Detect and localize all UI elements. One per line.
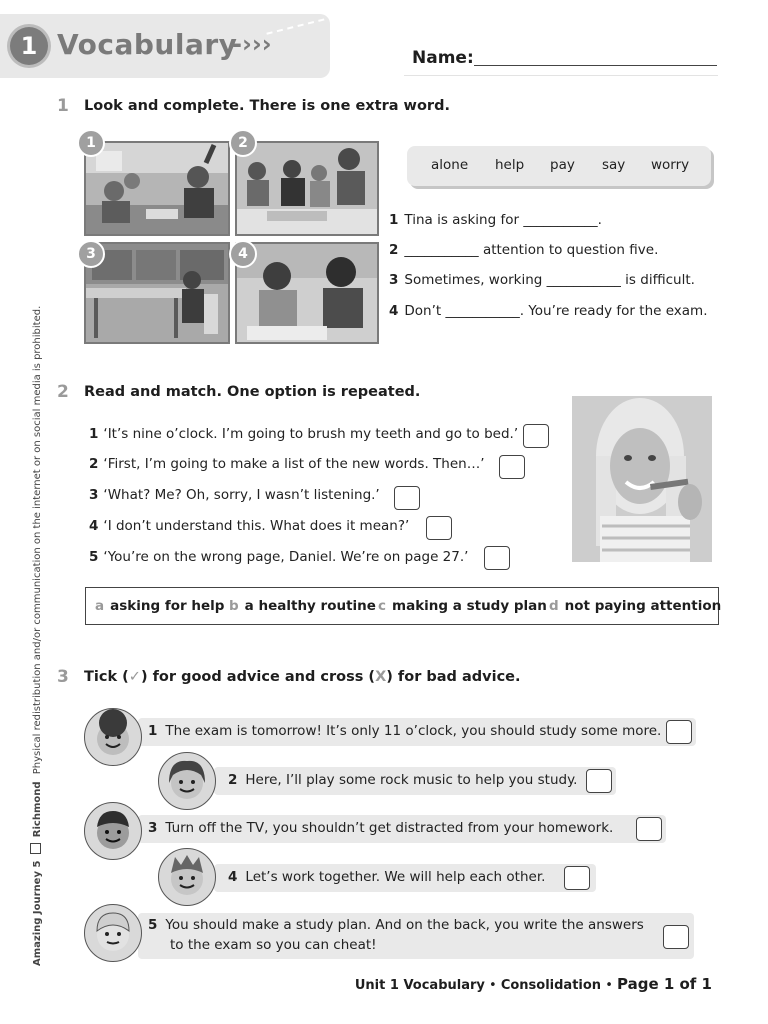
s2-item-text: ‘I don’t understand this. What does it mean?’ [103,518,410,534]
advice-2 [228,772,577,788]
tick-box-3[interactable] [636,817,662,841]
s1-sentence-text: Tina is asking for ___________. [404,212,602,228]
section-3-instruction [84,669,521,685]
s2-item-num: 2 [89,456,99,472]
advice-4 [228,869,545,885]
advice-num: 3 [148,820,158,836]
option-text: not paying attention [564,598,722,614]
tick-box-5[interactable] [663,925,689,949]
photo-3-badge: 3 [77,240,105,268]
tick-icon: ✓ [128,669,141,685]
advice-3 [148,820,613,836]
s1-sentence-1[interactable] [389,212,602,228]
divider [404,75,718,76]
option-text: making a study plan [392,598,547,614]
tick-box-2[interactable] [586,769,612,793]
chevrons-decoration: -››› [232,30,272,58]
instruction-part: ) for good advice and cross ( [140,669,376,685]
word-say: say [602,157,626,173]
publisher-name: Richmond [32,781,43,838]
section-2-number: 2 [57,382,69,402]
advice-text: Here, I’ll play some rock music to help you study. [245,772,578,788]
richmond-logo-icon [30,843,41,854]
s1-sentence-text: Sometimes, working ___________ is difficult. [404,272,695,288]
tick-box-4[interactable] [564,866,590,890]
advice-num: 1 [148,723,158,739]
book-title: Amazing Journey 5 [32,860,43,966]
section-1-instruction: Look and complete. There is one extra word. [84,98,450,114]
word-worry: worry [651,157,690,173]
s2-item-text: ‘It’s nine o’clock. I’m going to brush my teeth and go to bed.’ [103,426,519,442]
option-letter: a [95,598,105,614]
answer-box-3[interactable] [394,486,420,510]
option-b [229,598,376,614]
advice-5 [148,917,644,933]
s1-sentence-num: 3 [389,272,399,288]
footer [355,975,712,993]
footer-unit: Unit 1 Vocabulary [354,978,485,993]
name-field[interactable] [474,65,717,66]
advice-5-line-2: to the exam so you can cheat! [170,937,377,953]
footer-sep: • [484,978,501,993]
option-text: asking for help [110,598,225,614]
s1-sentence-3[interactable] [389,272,695,288]
s2-item-3 [89,487,380,503]
photo-2 [235,141,379,236]
tick-box-1[interactable] [666,720,692,744]
option-letter: b [229,598,239,614]
s2-item-text: ‘What? Me? Oh, sorry, I wasn’t listening.’ [103,487,380,503]
answer-box-2[interactable] [499,455,525,479]
s2-item-2 [89,456,485,472]
s2-item-text: ‘First, I’m going to make a list of the new words. Then…’ [103,456,485,472]
avatar-kid-1 [84,708,142,766]
answer-box-5[interactable] [484,546,510,570]
advice-text: You should make a study plan. And on the back, you write the answers [165,917,644,933]
s2-item-5 [89,549,468,565]
s1-sentence-num: 1 [389,212,399,228]
s1-sentence-text: ___________ attention to question five. [404,242,659,258]
s2-item-text: ‘You’re on the wrong page, Daniel. We’re on page 27.’ [103,549,469,565]
photo-1-badge: 1 [77,129,105,157]
s1-sentence-num: 4 [389,303,399,319]
s1-sentence-text: Don’t ___________. You’re ready for the exam. [404,303,708,319]
s1-sentence-num: 2 [389,242,399,258]
advice-text: Turn off the TV, you shouldn’t get distracted from your homework. [165,820,614,836]
photo-2-badge: 2 [229,129,257,157]
advice-text: Let’s work together. We will help each other. [245,869,546,885]
s2-item-1 [89,426,518,442]
s2-item-num: 3 [89,487,99,503]
notice-text: Physical redistribution and/or communication on the internet or on social media is prohibited. [32,305,43,775]
advice-num: 4 [228,869,238,885]
photo-4-badge: 4 [229,240,257,268]
page-title: Vocabulary [57,28,238,61]
advice-num: 2 [228,772,238,788]
avatar-kid-5 [84,904,142,962]
option-text: a healthy routine [244,598,376,614]
avatar-kid-2 [158,752,216,810]
section-1-number: 1 [57,96,69,116]
answer-box-1[interactable] [523,424,549,448]
option-d [549,598,721,614]
name-label: Name: [412,48,474,68]
option-a [95,598,224,614]
photo-1 [84,141,230,236]
avatar-kid-3 [84,802,142,860]
word-alone: alone [431,157,469,173]
answer-box-4[interactable] [426,516,452,540]
option-letter: c [378,598,387,614]
photo-3 [84,242,230,344]
s2-item-num: 5 [89,549,99,565]
girl-brushing-teeth-photo [572,396,712,562]
advice-1 [148,723,661,739]
option-letter: d [549,598,559,614]
page-number: Page 1 of 1 [617,975,712,993]
unit-badge: 1 [10,27,48,65]
footer-sep: • [601,978,617,993]
avatar-kid-4 [158,848,216,906]
instruction-part: Tick ( [84,669,129,685]
s2-item-4 [89,518,409,534]
s1-sentence-4[interactable] [389,303,708,319]
section-2-instruction: Read and match. One option is repeated. [84,384,421,400]
option-c [378,598,547,614]
cross-icon: X [375,669,387,685]
word-help: help [495,157,525,173]
section-3-number: 3 [57,667,69,687]
word-pay: pay [550,157,575,173]
s2-item-num: 4 [89,518,99,534]
advice-num: 5 [148,917,158,933]
s1-sentence-2[interactable] [389,242,658,258]
s2-item-num: 1 [89,426,99,442]
advice-text: The exam is tomorrow! It’s only 11 o’clock, you should study some more. [165,723,662,739]
instruction-part: ) for bad advice. [386,669,521,685]
footer-section: Consolidation [500,978,602,993]
copyright-notice [30,306,43,966]
